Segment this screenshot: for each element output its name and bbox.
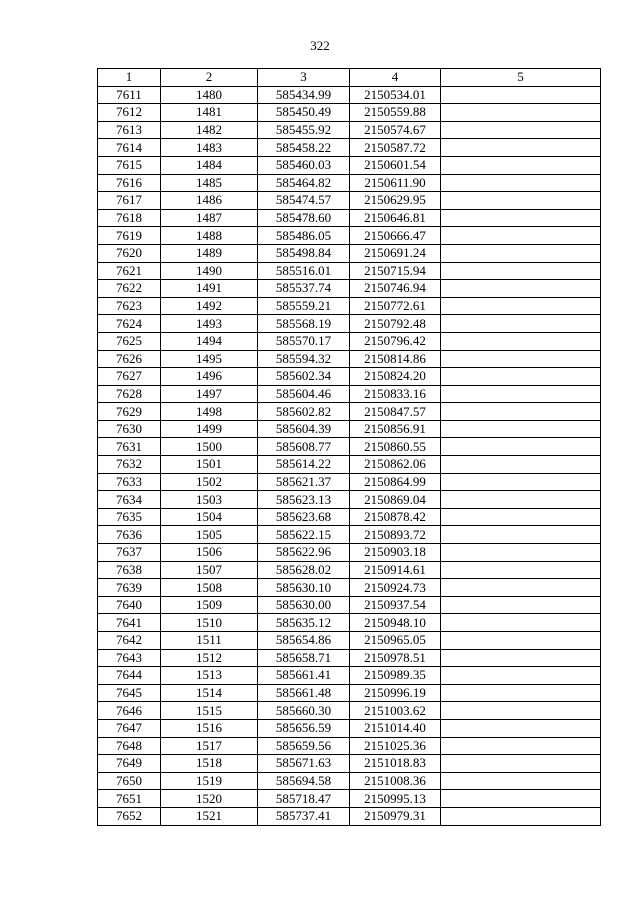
- x-coordinate-cell: 585654.86: [258, 632, 350, 650]
- y-coordinate-cell: 2150792.48: [350, 315, 441, 333]
- sequence-cell: 1482: [161, 121, 258, 139]
- note-cell: [441, 104, 601, 122]
- point-id-cell: 7639: [98, 579, 161, 597]
- y-coordinate-cell: 2150869.04: [350, 491, 441, 509]
- y-coordinate-cell: 2150937.54: [350, 596, 441, 614]
- x-coordinate-cell: 585656.59: [258, 719, 350, 737]
- note-cell: [441, 526, 601, 544]
- table-row: [98, 807, 601, 825]
- note-cell: [441, 403, 601, 421]
- table-row: [98, 121, 601, 139]
- note-cell: [441, 121, 601, 139]
- note-cell: [441, 719, 601, 737]
- note-cell: [441, 614, 601, 632]
- sequence-cell: 1506: [161, 544, 258, 562]
- note-cell: [441, 350, 601, 368]
- y-coordinate-cell: 2150862.06: [350, 456, 441, 474]
- point-id-cell: 7634: [98, 491, 161, 509]
- table-row: [98, 315, 601, 333]
- note-cell: [441, 297, 601, 315]
- note-cell: [441, 315, 601, 333]
- y-coordinate-cell: 2150893.72: [350, 526, 441, 544]
- x-coordinate-cell: 585498.84: [258, 244, 350, 262]
- point-id-cell: 7616: [98, 174, 161, 192]
- note-cell: [441, 737, 601, 755]
- sequence-cell: 1508: [161, 579, 258, 597]
- point-id-cell: 7635: [98, 508, 161, 526]
- note-cell: [441, 667, 601, 685]
- x-coordinate-cell: 585737.41: [258, 807, 350, 825]
- x-coordinate-cell: 585630.10: [258, 579, 350, 597]
- sequence-cell: 1521: [161, 807, 258, 825]
- x-coordinate-cell: 585660.30: [258, 702, 350, 720]
- table-row: [98, 508, 601, 526]
- sequence-cell: 1485: [161, 174, 258, 192]
- y-coordinate-cell: 2150814.86: [350, 350, 441, 368]
- sequence-cell: 1483: [161, 139, 258, 157]
- table-row: [98, 104, 601, 122]
- sequence-cell: 1519: [161, 772, 258, 790]
- sequence-cell: 1501: [161, 456, 258, 474]
- x-coordinate-cell: 585628.02: [258, 561, 350, 579]
- y-coordinate-cell: 2150796.42: [350, 332, 441, 350]
- sequence-cell: 1517: [161, 737, 258, 755]
- y-coordinate-cell: 2150948.10: [350, 614, 441, 632]
- y-coordinate-cell: 2150989.35: [350, 667, 441, 685]
- y-coordinate-cell: 2151025.36: [350, 737, 441, 755]
- x-coordinate-cell: 585604.39: [258, 420, 350, 438]
- y-coordinate-cell: 2150996.19: [350, 684, 441, 702]
- point-id-cell: 7633: [98, 473, 161, 491]
- point-id-cell: 7614: [98, 139, 161, 157]
- table-row: [98, 227, 601, 245]
- x-coordinate-cell: 585570.17: [258, 332, 350, 350]
- x-coordinate-cell: 585608.77: [258, 438, 350, 456]
- table-row: [98, 403, 601, 421]
- sequence-cell: 1515: [161, 702, 258, 720]
- y-coordinate-cell: 2150715.94: [350, 262, 441, 280]
- x-coordinate-cell: 585623.68: [258, 508, 350, 526]
- x-coordinate-cell: 585659.56: [258, 737, 350, 755]
- y-coordinate-cell: 2151014.40: [350, 719, 441, 737]
- table-row: [98, 737, 601, 755]
- sequence-cell: 1489: [161, 244, 258, 262]
- point-id-cell: 7648: [98, 737, 161, 755]
- x-coordinate-cell: 585671.63: [258, 755, 350, 773]
- y-coordinate-cell: 2150860.55: [350, 438, 441, 456]
- table-row: [98, 368, 601, 386]
- sequence-cell: 1491: [161, 280, 258, 298]
- point-id-cell: 7652: [98, 807, 161, 825]
- note-cell: [441, 790, 601, 808]
- table-row: [98, 649, 601, 667]
- sequence-cell: 1498: [161, 403, 258, 421]
- y-coordinate-cell: 2150559.88: [350, 104, 441, 122]
- point-id-cell: 7619: [98, 227, 161, 245]
- point-id-cell: 7629: [98, 403, 161, 421]
- table-row: [98, 420, 601, 438]
- point-id-cell: 7640: [98, 596, 161, 614]
- note-cell: [441, 368, 601, 386]
- note-cell: [441, 807, 601, 825]
- note-cell: [441, 755, 601, 773]
- y-coordinate-cell: 2150965.05: [350, 632, 441, 650]
- note-cell: [441, 579, 601, 597]
- sequence-cell: 1497: [161, 385, 258, 403]
- point-id-cell: 7638: [98, 561, 161, 579]
- note-cell: [441, 192, 601, 210]
- x-coordinate-cell: 585661.41: [258, 667, 350, 685]
- x-coordinate-cell: 585478.60: [258, 209, 350, 227]
- sequence-cell: 1507: [161, 561, 258, 579]
- note-cell: [441, 227, 601, 245]
- y-coordinate-cell: 2150847.57: [350, 403, 441, 421]
- column-header-3: 3: [258, 69, 350, 87]
- point-id-cell: 7611: [98, 86, 161, 104]
- y-coordinate-cell: 2150601.54: [350, 156, 441, 174]
- table-row: [98, 456, 601, 474]
- y-coordinate-cell: 2151003.62: [350, 702, 441, 720]
- table-row: [98, 772, 601, 790]
- note-cell: [441, 280, 601, 298]
- point-id-cell: 7632: [98, 456, 161, 474]
- point-id-cell: 7628: [98, 385, 161, 403]
- x-coordinate-cell: 585622.15: [258, 526, 350, 544]
- y-coordinate-cell: 2150646.81: [350, 209, 441, 227]
- table-row: [98, 297, 601, 315]
- point-id-cell: 7627: [98, 368, 161, 386]
- sequence-cell: 1505: [161, 526, 258, 544]
- y-coordinate-cell: 2150903.18: [350, 544, 441, 562]
- note-cell: [441, 86, 601, 104]
- table-row: [98, 719, 601, 737]
- y-coordinate-cell: 2150864.99: [350, 473, 441, 491]
- x-coordinate-cell: 585450.49: [258, 104, 350, 122]
- table-row: [98, 667, 601, 685]
- note-cell: [441, 632, 601, 650]
- point-id-cell: 7624: [98, 315, 161, 333]
- x-coordinate-cell: 585568.19: [258, 315, 350, 333]
- table-row: [98, 579, 601, 597]
- x-coordinate-cell: 585635.12: [258, 614, 350, 632]
- point-id-cell: 7623: [98, 297, 161, 315]
- note-cell: [441, 244, 601, 262]
- y-coordinate-cell: 2150978.51: [350, 649, 441, 667]
- table-row: [98, 385, 601, 403]
- sequence-cell: 1492: [161, 297, 258, 315]
- point-id-cell: 7650: [98, 772, 161, 790]
- note-cell: [441, 456, 601, 474]
- table-row: [98, 755, 601, 773]
- point-id-cell: 7642: [98, 632, 161, 650]
- y-coordinate-cell: 2150629.95: [350, 192, 441, 210]
- note-cell: [441, 156, 601, 174]
- point-id-cell: 7621: [98, 262, 161, 280]
- y-coordinate-cell: 2150824.20: [350, 368, 441, 386]
- y-coordinate-cell: 2150534.01: [350, 86, 441, 104]
- x-coordinate-cell: 585516.01: [258, 262, 350, 280]
- point-id-cell: 7636: [98, 526, 161, 544]
- point-id-cell: 7646: [98, 702, 161, 720]
- column-header-5: 5: [441, 69, 601, 87]
- y-coordinate-cell: 2150574.67: [350, 121, 441, 139]
- sequence-cell: 1511: [161, 632, 258, 650]
- x-coordinate-cell: 585455.92: [258, 121, 350, 139]
- point-id-cell: 7618: [98, 209, 161, 227]
- table-row: [98, 139, 601, 157]
- table-row: [98, 526, 601, 544]
- point-id-cell: 7643: [98, 649, 161, 667]
- x-coordinate-cell: 585460.03: [258, 156, 350, 174]
- sequence-cell: 1510: [161, 614, 258, 632]
- note-cell: [441, 772, 601, 790]
- x-coordinate-cell: 585622.96: [258, 544, 350, 562]
- table-row: [98, 174, 601, 192]
- point-id-cell: 7620: [98, 244, 161, 262]
- table-row: [98, 280, 601, 298]
- x-coordinate-cell: 585604.46: [258, 385, 350, 403]
- table-row: [98, 632, 601, 650]
- table-row: [98, 544, 601, 562]
- table-row: [98, 332, 601, 350]
- table-row: [98, 438, 601, 456]
- x-coordinate-cell: 585623.13: [258, 491, 350, 509]
- x-coordinate-cell: 585694.58: [258, 772, 350, 790]
- sequence-cell: 1503: [161, 491, 258, 509]
- note-cell: [441, 508, 601, 526]
- sequence-cell: 1509: [161, 596, 258, 614]
- table-body: [98, 86, 601, 825]
- point-id-cell: 7649: [98, 755, 161, 773]
- x-coordinate-cell: 585594.32: [258, 350, 350, 368]
- y-coordinate-cell: 2150611.90: [350, 174, 441, 192]
- note-cell: [441, 684, 601, 702]
- x-coordinate-cell: 585658.71: [258, 649, 350, 667]
- point-id-cell: 7630: [98, 420, 161, 438]
- note-cell: [441, 596, 601, 614]
- note-cell: [441, 649, 601, 667]
- table-row: [98, 596, 601, 614]
- x-coordinate-cell: 585718.47: [258, 790, 350, 808]
- y-coordinate-cell: 2150878.42: [350, 508, 441, 526]
- sequence-cell: 1480: [161, 86, 258, 104]
- x-coordinate-cell: 585602.82: [258, 403, 350, 421]
- table-row: [98, 209, 601, 227]
- note-cell: [441, 209, 601, 227]
- table-row: [98, 790, 601, 808]
- note-cell: [441, 332, 601, 350]
- note-cell: [441, 174, 601, 192]
- y-coordinate-cell: 2150587.72: [350, 139, 441, 157]
- table-row: [98, 244, 601, 262]
- note-cell: [441, 561, 601, 579]
- table-row: [98, 702, 601, 720]
- table-row: [98, 192, 601, 210]
- x-coordinate-cell: 585621.37: [258, 473, 350, 491]
- sequence-cell: 1513: [161, 667, 258, 685]
- sequence-cell: 1520: [161, 790, 258, 808]
- point-id-cell: 7613: [98, 121, 161, 139]
- x-coordinate-cell: 585434.99: [258, 86, 350, 104]
- table-row: [98, 491, 601, 509]
- point-id-cell: 7637: [98, 544, 161, 562]
- page-number: 322: [310, 38, 330, 53]
- y-coordinate-cell: 2150924.73: [350, 579, 441, 597]
- sequence-cell: 1487: [161, 209, 258, 227]
- y-coordinate-cell: 2150856.91: [350, 420, 441, 438]
- point-id-cell: 7644: [98, 667, 161, 685]
- x-coordinate-cell: 585474.57: [258, 192, 350, 210]
- y-coordinate-cell: 2150772.61: [350, 297, 441, 315]
- note-cell: [441, 702, 601, 720]
- sequence-cell: 1502: [161, 473, 258, 491]
- y-coordinate-cell: 2150995.13: [350, 790, 441, 808]
- sequence-cell: 1516: [161, 719, 258, 737]
- note-cell: [441, 385, 601, 403]
- x-coordinate-cell: 585458.22: [258, 139, 350, 157]
- sequence-cell: 1495: [161, 350, 258, 368]
- x-coordinate-cell: 585486.05: [258, 227, 350, 245]
- sequence-cell: 1484: [161, 156, 258, 174]
- table-row: [98, 614, 601, 632]
- note-cell: [441, 473, 601, 491]
- column-header-4: 4: [350, 69, 441, 87]
- x-coordinate-cell: 585661.48: [258, 684, 350, 702]
- table-row: [98, 684, 601, 702]
- point-id-cell: 7645: [98, 684, 161, 702]
- note-cell: [441, 438, 601, 456]
- y-coordinate-cell: 2150746.94: [350, 280, 441, 298]
- x-coordinate-cell: 585630.00: [258, 596, 350, 614]
- header-row: [98, 69, 601, 87]
- y-coordinate-cell: 2150914.61: [350, 561, 441, 579]
- x-coordinate-cell: 585559.21: [258, 297, 350, 315]
- note-cell: [441, 420, 601, 438]
- table-row: [98, 350, 601, 368]
- point-id-cell: 7615: [98, 156, 161, 174]
- y-coordinate-cell: 2151018.83: [350, 755, 441, 773]
- table-row: [98, 156, 601, 174]
- sequence-cell: 1496: [161, 368, 258, 386]
- point-id-cell: 7641: [98, 614, 161, 632]
- sequence-cell: 1490: [161, 262, 258, 280]
- point-id-cell: 7626: [98, 350, 161, 368]
- y-coordinate-cell: 2151008.36: [350, 772, 441, 790]
- y-coordinate-cell: 2150666.47: [350, 227, 441, 245]
- sequence-cell: 1518: [161, 755, 258, 773]
- point-id-cell: 7651: [98, 790, 161, 808]
- table-row: [98, 561, 601, 579]
- table-row: [98, 262, 601, 280]
- column-header-1: 1: [98, 69, 161, 87]
- x-coordinate-cell: 585602.34: [258, 368, 350, 386]
- point-id-cell: 7612: [98, 104, 161, 122]
- table-row: [98, 86, 601, 104]
- note-cell: [441, 491, 601, 509]
- point-id-cell: 7625: [98, 332, 161, 350]
- point-id-cell: 7622: [98, 280, 161, 298]
- note-cell: [441, 544, 601, 562]
- sequence-cell: 1514: [161, 684, 258, 702]
- sequence-cell: 1486: [161, 192, 258, 210]
- sequence-cell: 1499: [161, 420, 258, 438]
- coordinates-table: [97, 68, 601, 826]
- sequence-cell: 1488: [161, 227, 258, 245]
- x-coordinate-cell: 585614.22: [258, 456, 350, 474]
- y-coordinate-cell: 2150691.24: [350, 244, 441, 262]
- point-id-cell: 7631: [98, 438, 161, 456]
- sequence-cell: 1494: [161, 332, 258, 350]
- y-coordinate-cell: 2150833.16: [350, 385, 441, 403]
- x-coordinate-cell: 585464.82: [258, 174, 350, 192]
- sequence-cell: 1493: [161, 315, 258, 333]
- sequence-cell: 1504: [161, 508, 258, 526]
- table-header: [98, 69, 601, 87]
- table-row: [98, 473, 601, 491]
- sequence-cell: 1512: [161, 649, 258, 667]
- x-coordinate-cell: 585537.74: [258, 280, 350, 298]
- sequence-cell: 1481: [161, 104, 258, 122]
- column-header-2: 2: [161, 69, 258, 87]
- point-id-cell: 7617: [98, 192, 161, 210]
- sequence-cell: 1500: [161, 438, 258, 456]
- note-cell: [441, 262, 601, 280]
- point-id-cell: 7647: [98, 719, 161, 737]
- note-cell: [441, 139, 601, 157]
- y-coordinate-cell: 2150979.31: [350, 807, 441, 825]
